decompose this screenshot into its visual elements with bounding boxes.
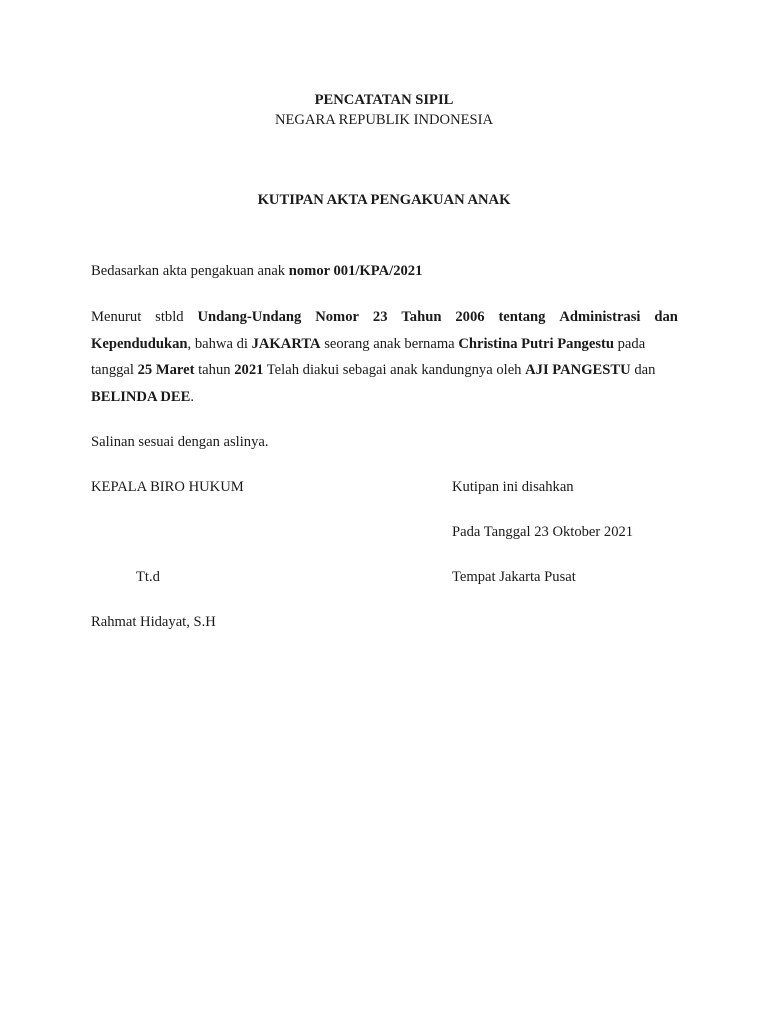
header-org [0,92,768,109]
text: dan [630,362,656,378]
signature-mark: Tt.d [136,569,160,585]
header-country: NEGARA REPUBLIK INDONESIA [274,112,494,128]
paragraph-deed-number [91,263,422,280]
birth-year: 2021 [234,362,264,378]
text: seorang anak bernama [320,336,459,352]
mother-name: BELINDA DEE [91,389,191,405]
official-name: Rahmat Hidayat, S.H [91,614,216,630]
paragraph-statement-line-4 [91,389,194,406]
text: Telah diakui sebagai anak kandungnya oleh [263,362,526,378]
legalization-note: Kutipan ini disahkan [452,479,574,495]
word: dan [654,309,678,325]
text: . [190,389,195,405]
word: 2006 [455,309,485,325]
legalization-date: Pada Tanggal 23 Oktober 2021 [452,524,634,540]
father-name: AJI PANGESTU [525,362,631,378]
text: tanggal [91,362,138,378]
word: Undang-Undang [197,309,302,325]
child-name: Christina Putri Pangestu [458,336,614,352]
text: tahun [194,362,235,378]
document-title [0,192,768,209]
copy-note: Salinan sesuai dengan aslinya. [91,434,269,450]
legalization-place: Tempat Jakarta Pusat [452,569,576,585]
official-position: KEPALA BIRO HUKUM [91,479,244,495]
deed-prefix: Bedasarkan akta pengakuan anak [91,263,289,279]
text: pada [613,336,646,352]
paragraph-statement-line-2 [91,336,645,353]
birth-date: 25 Maret [137,362,195,378]
birth-city: JAKARTA [251,336,321,352]
word: Nomor [315,309,359,325]
word: Administrasi [559,309,641,325]
document-title-text: KUTIPAN AKTA PENGAKUAN ANAK [257,192,511,208]
word: Menurut [91,309,142,325]
header-org-text: PENCATATAN SIPIL [314,92,454,108]
paragraph-statement-line-1 [91,309,678,326]
law-name-end: Kependudukan [91,336,188,352]
text: , bahwa di [187,336,252,352]
deed-number: nomor 001/KPA/2021 [288,263,423,279]
word: 23 [372,309,388,325]
word: stbld [155,309,184,325]
paragraph-statement-line-3 [91,362,655,379]
word: tentang [498,309,546,325]
word: Tahun [401,309,442,325]
